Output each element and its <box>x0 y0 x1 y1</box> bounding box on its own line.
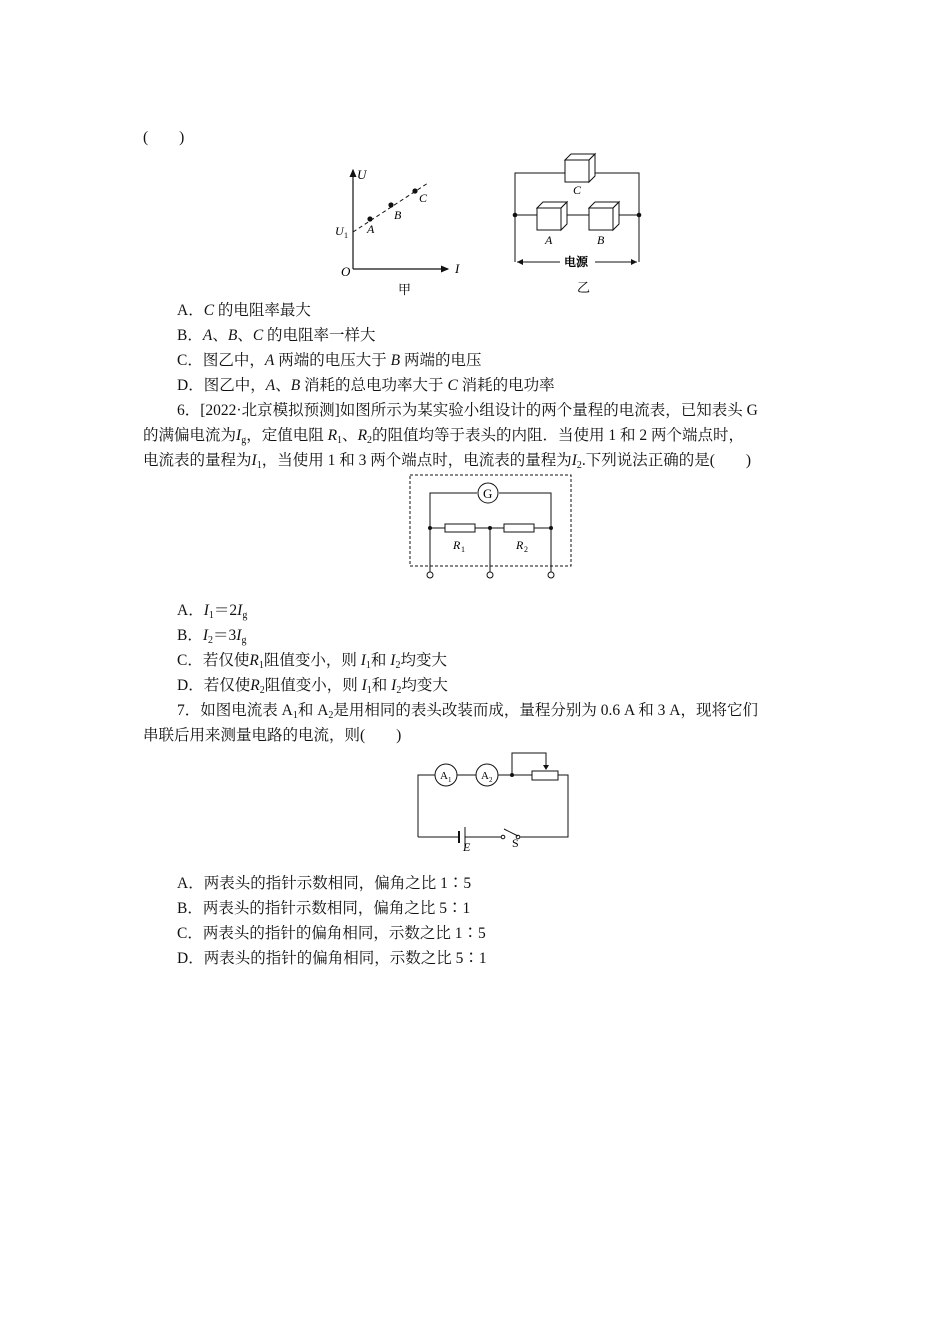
q6-stem-line3: 电流表的量程为$I_1$，当使用 1 和 3 两个端点时，电流表的量程为$I_2$.下列说法正确的是( ) <box>143 452 752 471</box>
r1-sub: 1 <box>461 545 465 554</box>
q5-option-c: C．图乙中，A 两端的电压大于 B 两端的电压 <box>177 352 482 369</box>
point-b-label: B <box>394 208 402 222</box>
q7-stem-line2: 串联后用来测量电路的电流，则( ) <box>143 727 402 744</box>
r2-sub: 2 <box>524 545 528 554</box>
q6-stem-line2: 的满偏电流为$I_g$，定值电阻 $R_1$、$R_2$的阻值均等于表头的内阻．当使用 1 和 2 两个端点时， <box>143 427 745 446</box>
ammeter-a1-sub: 1 <box>448 776 452 784</box>
q7-option-b: B．两表头的指针示数相同，偏角之比 5∶1 <box>177 900 471 917</box>
box-c-label: C <box>573 183 582 197</box>
q6-stem-line1: 6．[2022·北京模拟预测]如图所示为某实验小组设计的两个量程的电流表，已知表头 G <box>177 402 758 419</box>
u1-label: U <box>335 224 344 238</box>
r1-label: R <box>453 538 461 552</box>
switch-s-label: S <box>512 836 519 850</box>
q5-option-d: D．图乙中，A、B 消耗的总电功率大于 C 消耗的电功率 <box>177 377 555 394</box>
q6-option-c: C．若仅使$R_1$阻值变小，则 $I_1$和 $I_2$均变大 <box>177 652 447 671</box>
axis-u-label: U <box>357 167 367 182</box>
figure-jia-ui-graph <box>330 162 470 300</box>
figure-caption-yi: 乙 <box>577 280 591 295</box>
power-source-label: 电源 <box>564 255 589 269</box>
galvanometer-g-label: G <box>483 486 493 501</box>
q6-option-d: D．若仅使$R_2$阻值变小，则 $I_1$和 $I_2$均变大 <box>177 677 448 696</box>
battery-e-label: E <box>463 840 471 854</box>
q5-option-b: B．A、B、C 的电阻率一样大 <box>177 327 376 344</box>
r2-label: R <box>516 538 524 552</box>
figure-caption-jia: 甲 <box>398 282 412 297</box>
answer-bracket: ( ) <box>143 129 185 146</box>
q5-option-a: A．C 的电阻率最大 <box>177 302 311 319</box>
ammeter-a1-label: A <box>440 770 448 782</box>
q7-option-d: D．两表头的指针的偏角相同，示数之比 5∶1 <box>177 950 487 967</box>
point-a-label: A <box>367 222 375 236</box>
box-b-label: B <box>597 233 605 247</box>
axis-i-label: I <box>455 261 460 276</box>
point-c-label: C <box>419 191 428 205</box>
q6-option-a: A．$I_1=2I_g$ <box>177 602 248 621</box>
q6-option-b: B．$I_2=3I_g$ <box>177 627 247 646</box>
q7-option-c: C．两表头的指针的偏角相同，示数之比 1∶5 <box>177 925 486 942</box>
box-a-label: A <box>545 233 553 247</box>
figure-q6-ammeter-circuit <box>405 473 577 583</box>
q7-stem-line1: 7．如图电流表 $A_1$和 $A_2$是用相同的表头改装而成，量程分别为 0.6 A 和 3 A，现将它们 <box>177 702 758 721</box>
q7-option-a: A．两表头的指针示数相同，偏角之比 1∶5 <box>177 875 472 892</box>
figure-yi-conductor-circuit <box>505 150 665 296</box>
ammeter-a2-sub: 2 <box>489 776 493 784</box>
u1-sub: 1 <box>344 231 348 240</box>
ammeter-a2-label: A <box>481 770 489 782</box>
origin-label: O <box>341 264 351 279</box>
figure-q7-series-ammeter-circuit <box>408 745 578 857</box>
